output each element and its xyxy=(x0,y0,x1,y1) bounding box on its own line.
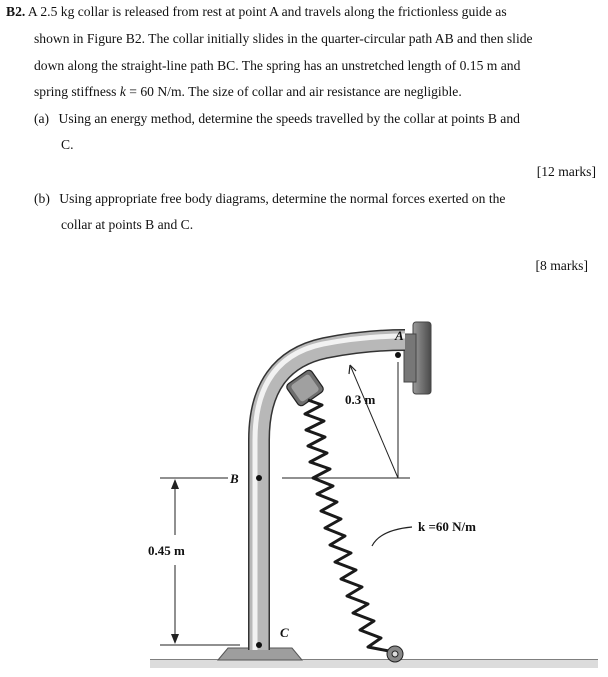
part-a-text-2: C. xyxy=(61,137,74,152)
part-a-text-1: Using an energy method, determine the speeds travelled by the collar at points B and xyxy=(58,111,520,126)
height-arrow-down-icon xyxy=(171,634,179,644)
part-b-label: (b) xyxy=(34,191,50,206)
point-b-label: B xyxy=(230,471,239,486)
point-a-label: A xyxy=(395,328,404,343)
part-a-label: (a) xyxy=(34,111,50,126)
spring-icon xyxy=(305,400,389,651)
spring-label-leader xyxy=(372,527,412,546)
radius-line-diagonal xyxy=(350,365,398,478)
height-arrow-up-icon xyxy=(171,479,179,489)
radius-label: 0.3 m xyxy=(345,392,376,407)
problem-text-2: shown in Figure B2. The collar initially slides in the quarter-circular path AB and then slide xyxy=(34,31,533,46)
ground-hatch xyxy=(150,660,598,668)
stiffness-symbol: k xyxy=(119,84,126,99)
problem-text-3: down along the straight-line path BC. The spring has an unstretched length of 0.15 m and xyxy=(34,58,521,73)
height-label: 0.45 m xyxy=(148,543,185,558)
spring-anchor-pin xyxy=(392,651,398,657)
problem-text-4: The size of collar and air resistance are negligible. xyxy=(188,84,462,99)
part-b-text-2: collar at points B and C. xyxy=(61,217,194,232)
part-b-marks: [8 marks] xyxy=(535,258,588,273)
problem-number: B2. xyxy=(6,4,26,19)
point-a-marker xyxy=(395,352,401,358)
part-b-text-1: Using appropriate free body diagrams, determine the normal forces exerted on the xyxy=(59,191,506,206)
problem-text-4-prefix: spring stiffness xyxy=(34,84,120,99)
point-c-marker xyxy=(256,642,262,648)
wall-bracket-plate xyxy=(404,334,416,382)
radius-arrow-icon xyxy=(349,365,356,374)
point-c-label: C xyxy=(280,625,289,640)
stiffness-value: = 60 N/m. xyxy=(125,84,189,99)
part-a-marks: [12 marks] xyxy=(536,164,596,179)
guide-rod xyxy=(259,340,405,650)
spring-label: k =60 N/m xyxy=(418,519,476,534)
point-b-marker xyxy=(256,475,262,481)
problem-text-1: A 2.5 kg collar is released from rest at point A and travels along the frictionless guide as xyxy=(27,4,507,19)
